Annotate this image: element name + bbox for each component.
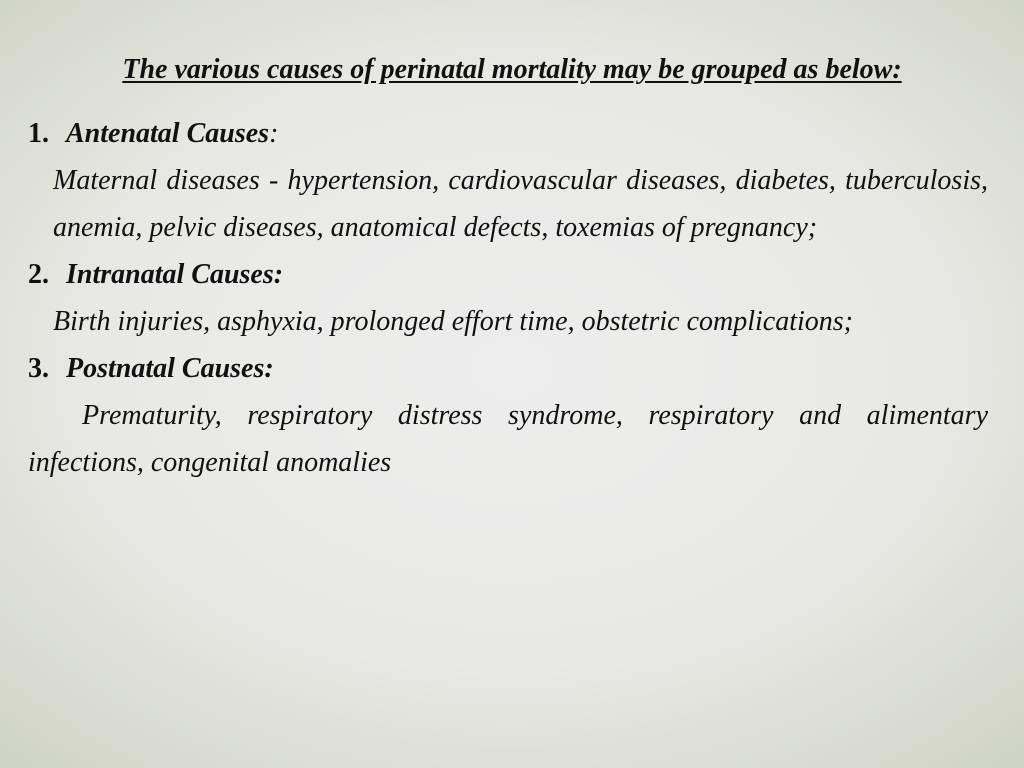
section-heading-text (66, 110, 278, 157)
section-heading-intranatal (28, 251, 988, 298)
section-description-antenatal: Maternal diseases - hypertension, cardiovascular diseases, diabetes, tuberculosis, anemia, pelvic diseases, anatomical defects, toxemias of pregnancy; (53, 165, 988, 243)
section-label: Postnatal Causes: (66, 353, 274, 384)
section-description-intranatal: Birth injuries, asphyxia, prolonged effort time, obstetric complications; (53, 306, 853, 337)
section-number: 2. (28, 259, 49, 290)
slide-title: The various causes of perinatal mortality may be grouped as below: (122, 54, 902, 85)
section-number: 3. (28, 353, 49, 384)
section-label-colon: : (269, 118, 279, 149)
section-label: Intranatal Causes: (66, 259, 284, 290)
section-heading-antenatal (28, 110, 988, 157)
section-number: 1. (28, 118, 49, 149)
section-label: Antenatal Causes (66, 118, 270, 149)
section-heading-postnatal (28, 345, 988, 392)
section-description-postnatal: Prematurity, respiratory distress syndrome, respiratory and alimentary infections, congenital anomalies (28, 400, 988, 478)
slide-body (28, 110, 988, 486)
